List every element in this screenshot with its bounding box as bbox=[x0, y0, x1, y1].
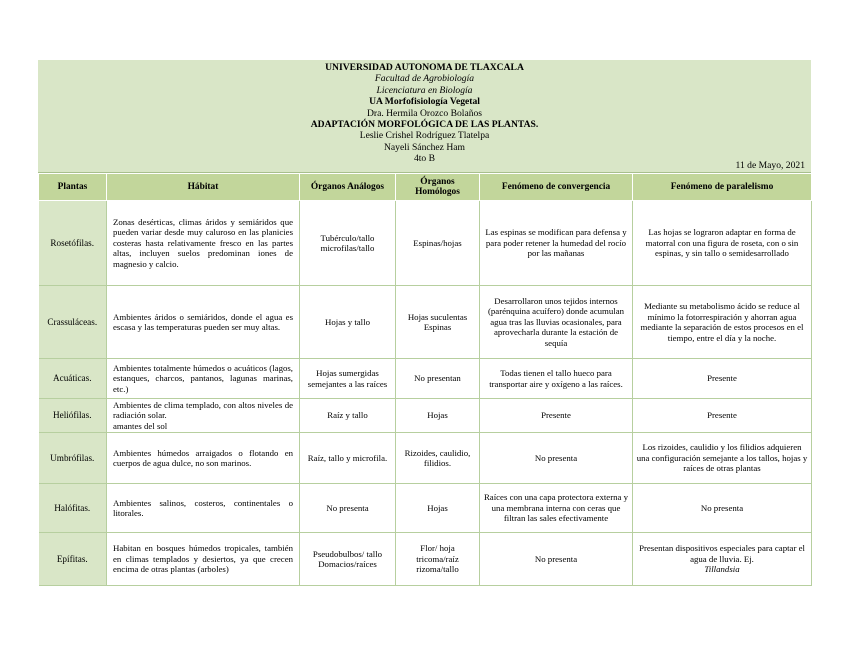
parallelism-cell: Presente bbox=[633, 399, 812, 433]
parallelism-text: Presentan dispositivos especiales para captar el agua de lluvia. Ej. bbox=[639, 543, 805, 564]
habitat-cell: Ambientes húmedos arraigados o flotando en cuerpos de agua dulce, no son marinos. bbox=[107, 433, 300, 484]
homolog-organs-cell: Hojas bbox=[396, 399, 480, 433]
homolog-organs-cell: Espinas/hojas bbox=[396, 201, 480, 286]
analog-organs-cell: No presenta bbox=[300, 484, 396, 533]
document-header bbox=[38, 60, 811, 173]
degree-name: Licenciatura en Biología bbox=[376, 84, 473, 96]
analog-organs-cell: Tubérculo/tallo microfilas/tallo bbox=[300, 201, 396, 286]
habitat-note: amantes del sol bbox=[113, 420, 168, 431]
homolog-organs-cell: Flor/ hoja tricoma/raíz rizoma/tallo bbox=[396, 533, 480, 586]
table-row bbox=[39, 484, 812, 533]
habitat-text: Ambientes de clima templado, con altos niveles de radiación solar. bbox=[113, 399, 293, 421]
document-title: ADAPTACIÓN MORFOLÓGICA DE LAS PLANTAS. bbox=[310, 119, 539, 131]
homolog-organs-cell: Rizoides, caulidio, filidios. bbox=[396, 433, 480, 484]
habitat-cell: Ambientes áridos o semiáridos, donde el agua es escasa y las temperaturas pueden ser muy altas. bbox=[107, 286, 300, 359]
homolog-organs-cell: Hojas suculentas Espinas bbox=[396, 286, 480, 359]
analog-organs-cell: Raíz, tallo y microfila. bbox=[300, 433, 396, 484]
habitat-cell: Ambientes totalmente húmedos o acuáticos (lagos, estanques, charcos, pantanos, lagunas marinas, etc.) bbox=[107, 359, 300, 399]
table-row bbox=[39, 359, 812, 399]
parallelism-cell: Los rizoides, caulidio y los filidios adquieren una configuración semejante a los tallos, hojas y raíces de otras plantas bbox=[633, 433, 812, 484]
adaptation-table bbox=[38, 173, 812, 586]
column-header: Órganos Homólogos bbox=[396, 174, 480, 201]
plant-name: Acuáticas. bbox=[39, 359, 107, 399]
convergence-cell: No presenta bbox=[480, 433, 633, 484]
convergence-cell: Raíces con una capa protectora externa y una membrana interna con ceras que filtran las sales efectivamente bbox=[480, 484, 633, 533]
convergence-cell: Presente bbox=[480, 399, 633, 433]
parallelism-example: Tillandsia bbox=[704, 564, 740, 575]
document-date: 11 de Mayo, 2021 bbox=[735, 159, 805, 171]
column-header: Órganos Análogos bbox=[300, 174, 396, 201]
habitat-cell bbox=[107, 399, 300, 433]
column-header: Fenómeno de paralelismo bbox=[633, 174, 812, 201]
homolog-organs-cell: Hojas bbox=[396, 484, 480, 533]
analog-organs-cell: Pseudobulbos/ tallo Domacios/raíces bbox=[300, 533, 396, 586]
plant-name: Crassuláceas. bbox=[39, 286, 107, 359]
university-name: UNIVERSIDAD AUTONOMA DE TLAXCALA bbox=[325, 62, 524, 73]
parallelism-cell: No presenta bbox=[633, 484, 812, 533]
analog-organs-cell: Hojas y tallo bbox=[300, 286, 396, 359]
table-row bbox=[39, 433, 812, 484]
table-row bbox=[39, 201, 812, 286]
column-header: Fenómeno de convergencia bbox=[480, 174, 633, 201]
parallelism-cell: Mediante su metabolismo ácido se reduce al mínimo la fotorrespiración y ahorran agua mediante la separación de estos procesos en el tiempo, entre el día y la noche. bbox=[633, 286, 812, 359]
table-header-row bbox=[39, 174, 812, 201]
student-name: Leslie Crishel Rodríguez Tlatelpa bbox=[359, 130, 490, 142]
student-name: Nayeli Sánchez Ham bbox=[384, 141, 465, 153]
parallelism-cell bbox=[633, 533, 812, 586]
habitat-cell: Habitan en bosques húmedos tropicales, también en climas templados y desiertos, ya que crecen encima de otras plantas (arboles) bbox=[107, 533, 300, 586]
analog-organs-cell: Hojas sumergidas semejantes a las raíces bbox=[300, 359, 396, 399]
homolog-organs-cell: No presentan bbox=[396, 359, 480, 399]
plant-name: Epífitas. bbox=[39, 533, 107, 586]
teacher-name: Dra. Hermila Orozco Bolaños bbox=[366, 107, 483, 119]
convergence-cell: Las espinas se modifican para defensa y para poder retener la humedad del rocío por las mañanas bbox=[480, 201, 633, 286]
column-header: Plantas bbox=[39, 174, 107, 201]
convergence-cell: No presenta bbox=[480, 533, 633, 586]
faculty-name: Facultad de Agrobiología bbox=[374, 73, 475, 85]
habitat-cell: Zonas desérticas, climas áridos y semiáridos que pueden variar desde muy caluroso en las planicies costeras hasta relativamente fresco en las partes altas, incluyen suelos predominan iones de magnesio y calcio. bbox=[107, 201, 300, 286]
table-row bbox=[39, 286, 812, 359]
plant-name: Umbrófilas. bbox=[39, 433, 107, 484]
document-page bbox=[38, 60, 811, 586]
analog-organs-cell: Raíz y tallo bbox=[300, 399, 396, 433]
parallelism-cell: Presente bbox=[633, 359, 812, 399]
parallelism-cell: Las hojas se lograron adaptar en forma de matorral con una figura de roseta, con o sin espinas, y sin tallo o semidesarrollado bbox=[633, 201, 812, 286]
plant-name: Heliófilas. bbox=[39, 399, 107, 433]
plant-name: Rosetófilas. bbox=[39, 201, 107, 286]
convergence-cell: Todas tienen el tallo hueco para transportar aire y oxígeno a las raíces. bbox=[480, 359, 633, 399]
habitat-cell: Ambientes salinos, costeros, continentales o litorales. bbox=[107, 484, 300, 533]
course-name: UA Morfofisiología Vegetal bbox=[369, 96, 480, 108]
table-row bbox=[39, 533, 812, 586]
column-header: Hábitat bbox=[107, 174, 300, 201]
group-label: 4to B bbox=[413, 153, 436, 165]
convergence-cell: Desarrollaron unos tejidos internos (parénquina acuífero) donde acumulan agua tras las lluvias ocasionales, para aprovecharla durante la estación de sequía bbox=[480, 286, 633, 359]
plant-name: Halófitas. bbox=[39, 484, 107, 533]
table-row bbox=[39, 399, 812, 433]
